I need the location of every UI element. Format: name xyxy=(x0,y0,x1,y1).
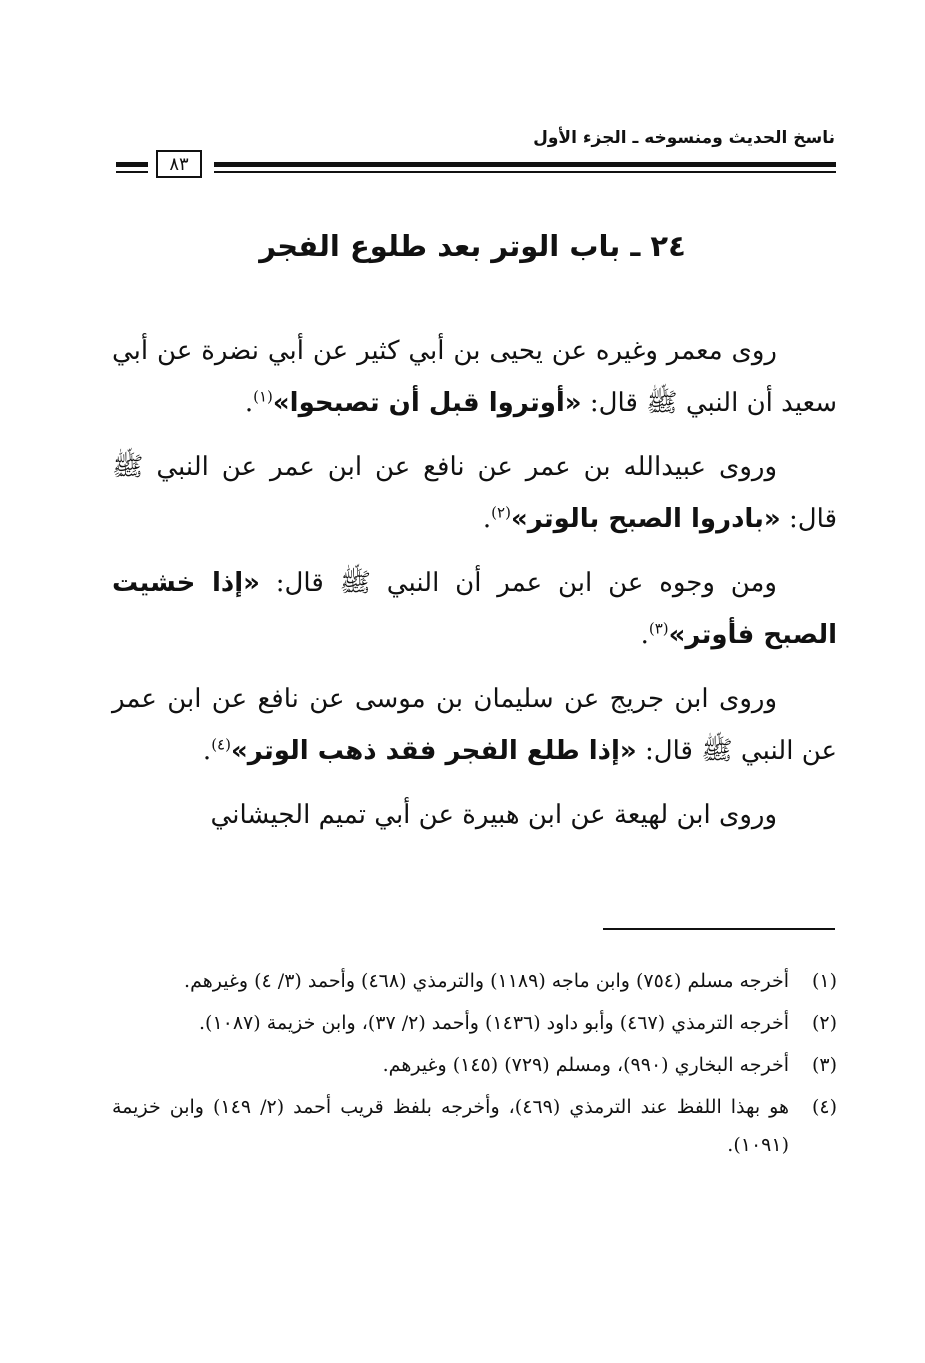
body-text xyxy=(112,325,837,853)
footnote-text: أخرجه الترمذي (٤٦٧) وأبو داود (١٤٣٦) وأحمد (٢/ ٣٧)، وابن خزيمة (١٠٨٧). xyxy=(198,1012,789,1034)
paragraph-text: وروى ابن لهيعة عن ابن هبيرة عن أبي تميم الجيشاني xyxy=(210,800,777,830)
footnote-ref: (٣) xyxy=(648,619,669,638)
paragraph-end: . xyxy=(244,388,254,418)
paragraph xyxy=(112,789,837,841)
header-rule xyxy=(214,162,836,167)
footnote-number: (٤) xyxy=(811,1096,837,1118)
paragraph-end: . xyxy=(482,504,492,534)
footnotes xyxy=(112,962,837,1168)
footnote-text: هو بهذا اللفظ عند الترمذي (٤٦٩)، وأخرجه بلفظ قريب أحمد (٢/ ١٤٩) وابن خزيمة (١٠٩١). xyxy=(112,1096,789,1156)
footnote xyxy=(112,1004,837,1042)
header-rule-stub xyxy=(116,162,148,167)
page-number: ٨٣ xyxy=(156,150,202,178)
running-header-title: ناسخ الحديث ومنسوخه ـ الجزء الأول xyxy=(533,128,835,148)
footnote-ref: (٢) xyxy=(491,503,511,522)
chapter-heading: ٢٤ ـ باب الوتر بعد طلوع الفجر xyxy=(259,229,686,263)
footnote-separator xyxy=(603,928,835,930)
footnote xyxy=(112,1046,837,1084)
paragraph-text: ومن وجوه عن ابن عمر أن النبي ﷺ قال: xyxy=(259,568,777,598)
footnote-number: (٢) xyxy=(811,1012,837,1034)
footnote xyxy=(112,1088,837,1164)
paragraph-end: . xyxy=(202,736,212,766)
paragraph xyxy=(112,325,837,429)
paragraph-end: . xyxy=(640,620,649,650)
paragraph-text: وروى عبيدالله بن عمر عن نافع عن ابن عمر عن النبي ﷺ قال: xyxy=(112,452,837,534)
paragraph-text: وروى ابن جريج عن سليمان بن موسى عن نافع عن ابن عمر عن النبي ﷺ قال: xyxy=(112,684,837,766)
hadith-quote: «أوتروا قبل أن تصبحوا» xyxy=(272,388,582,418)
footnote-text: أخرجه البخاري (٩٩٠)، ومسلم (٧٢٩) (١٤٥) وغيرهم. xyxy=(382,1054,789,1076)
footnote-number: (٣) xyxy=(811,1054,837,1076)
hadith-quote: «بادروا الصبح بالوتر» xyxy=(510,504,781,534)
header-rule-stub-thin xyxy=(116,171,148,173)
footnote-number: (١) xyxy=(811,970,837,992)
footnote-ref: (٤) xyxy=(211,735,231,754)
footnote-ref: (١) xyxy=(253,387,273,406)
paragraph xyxy=(112,557,837,661)
hadith-quote: «إذا خشيت الصبح فأوتر» xyxy=(112,568,837,650)
footnote-text: أخرجه مسلم (٧٥٤) وابن ماجه (١١٨٩) والترمذي (٤٦٨) وأحمد (٣/ ٤) وغيرهم. xyxy=(184,970,789,992)
paragraph xyxy=(112,673,837,777)
footnote xyxy=(112,962,837,1000)
header-rule-thin xyxy=(214,171,836,173)
paragraph xyxy=(112,441,837,545)
hadith-quote: «إذا طلع الفجر فقد ذهب الوتر» xyxy=(230,736,637,766)
paragraph-text: روى معمر وغيره عن يحيى بن أبي كثير عن أبي نضرة عن أبي سعيد أن النبي ﷺ قال: xyxy=(112,336,837,418)
